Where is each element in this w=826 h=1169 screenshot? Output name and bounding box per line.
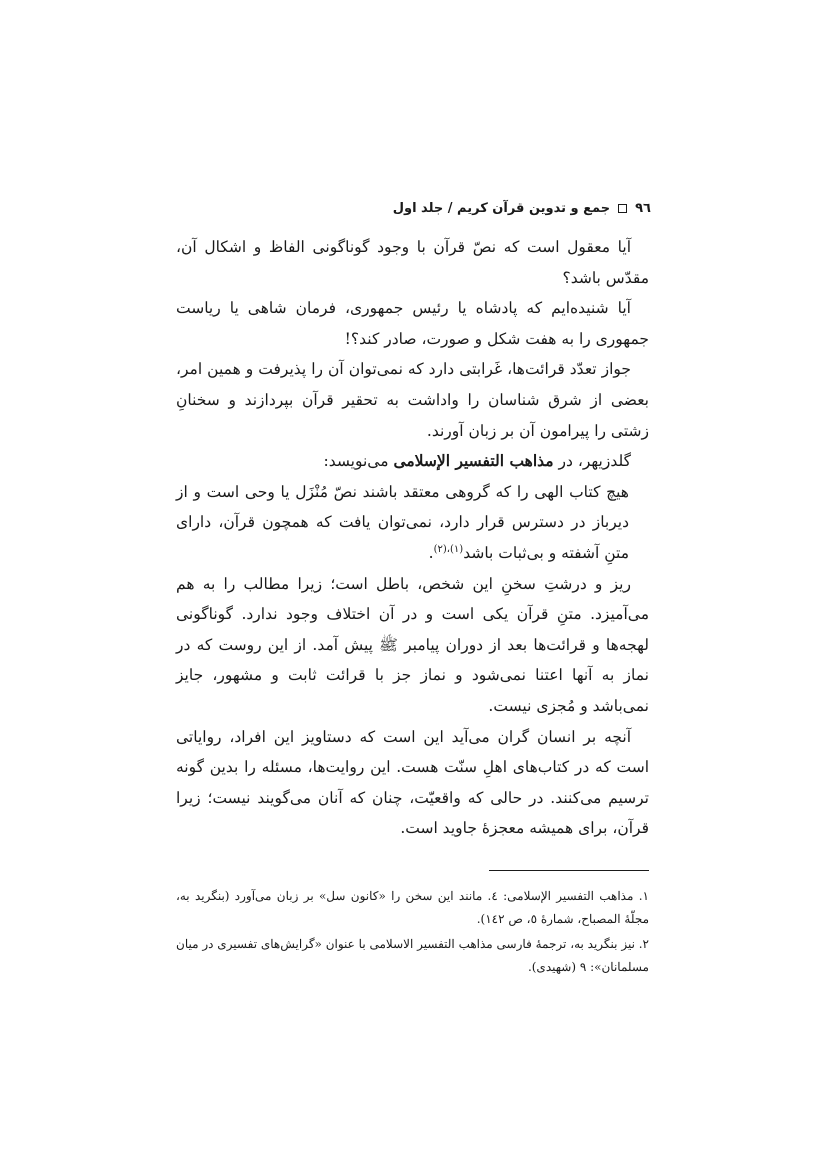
page-header xyxy=(175,196,651,220)
book-title: جمع و تدوین قرآن کریم / جلد اول xyxy=(392,200,611,216)
quote-text-line xyxy=(176,477,629,569)
quote-end: . xyxy=(428,543,434,562)
paragraph-5: ریز و درشتِ سخنِ این شخص، باطل است؛ زیرا مطالب را به هم می‌آمیزد. متنِ قرآن یکی است و در آن اختلاف وجود ندارد. گوناگونی لهجه‌ها و قرائت‌ها بعد از دوران پیامبر ﷺ پیش آمد. از این روست که در نماز به آنها اعتنا نمی‌شود و نماز جز با قرائت ثابت و مشهور، جایز نمی‌باشد و مُجزی نیست. xyxy=(176,574,649,715)
page-number: ٩٦ xyxy=(635,200,651,216)
footnotes xyxy=(176,885,649,981)
footnote-2: ٢. نیز بنگرید به، ترجمهٔ فارسی مذاهب التفسیر الاسلامی با عنوان «گرایش‌های تفسیری در میان مسلمانان»: ٩ (شهیدی). xyxy=(176,937,649,974)
footnote-1: ١. مذاهب التفسیر الإسلامی: ٤. مانند این سخن را «کانون سل» بر زبان می‌آورد (بنگرید به، مجلّهٔ المصباح، شمارهٔ ٥، ص ١٤٢). xyxy=(176,889,649,926)
paragraph-3: جواز تعدّد قرائت‌ها، غَرابتی دارد که نمی‌توان آن را پذیرفت و همین امر، بعضی از شرق شناسان را واداشت به تحقیر قرآن بپردازند و سخنانِ زشتی را پیرامون آن بر زبان آورند. xyxy=(176,360,649,440)
paragraph-4-start: گلدزیهر، در xyxy=(558,452,631,471)
paragraph-6: آنچه بر انسان گران می‌آید این است که دستاویز این افراد، روایاتی است که در کتاب‌های اهلِ سنّت هست. این روایت‌ها، مسئله را بدین گونه ترسیم می‌کنند. در حالی که واقعیّت، چنان که آنان می‌گویند نیست؛ زیرا قرآن، برای همیشه معجزهٔ جاوید است. xyxy=(176,727,649,838)
block-quote xyxy=(176,477,649,569)
paragraph-2: آیا شنیده‌ایم که پادشاه یا رئیس جمهوری، فرمان شاهی یا ریاست جمهوری را به هفت شکل و صورت، صادر کند؟! xyxy=(176,299,649,348)
quote-text: هیچ کتاب الهی را که گروهی معتقد باشند نصّ مُنْزَل یا وحی است و از دیرباز در دسترس قرار دارد، نمی‌توان یافت که همچون قرآن، دارای متنِ آشفته و بی‌ثبات باشد xyxy=(176,482,629,562)
main-text xyxy=(176,232,649,844)
book-title-reference: مذاهب التفسیر الإسلامی xyxy=(393,451,554,471)
paragraph-1: آیا معقول است که نصّ قرآن با وجود گوناگونی الفاظ و اشکال آن، مقدّس باشد؟ xyxy=(176,238,649,287)
paragraph-4 xyxy=(176,446,649,477)
square-bullet-icon xyxy=(618,204,627,213)
footnote-refs: (١)،(٢) xyxy=(433,543,464,555)
paragraph-4-end: می‌نویسد: xyxy=(323,452,389,471)
footnote-divider xyxy=(489,870,649,871)
